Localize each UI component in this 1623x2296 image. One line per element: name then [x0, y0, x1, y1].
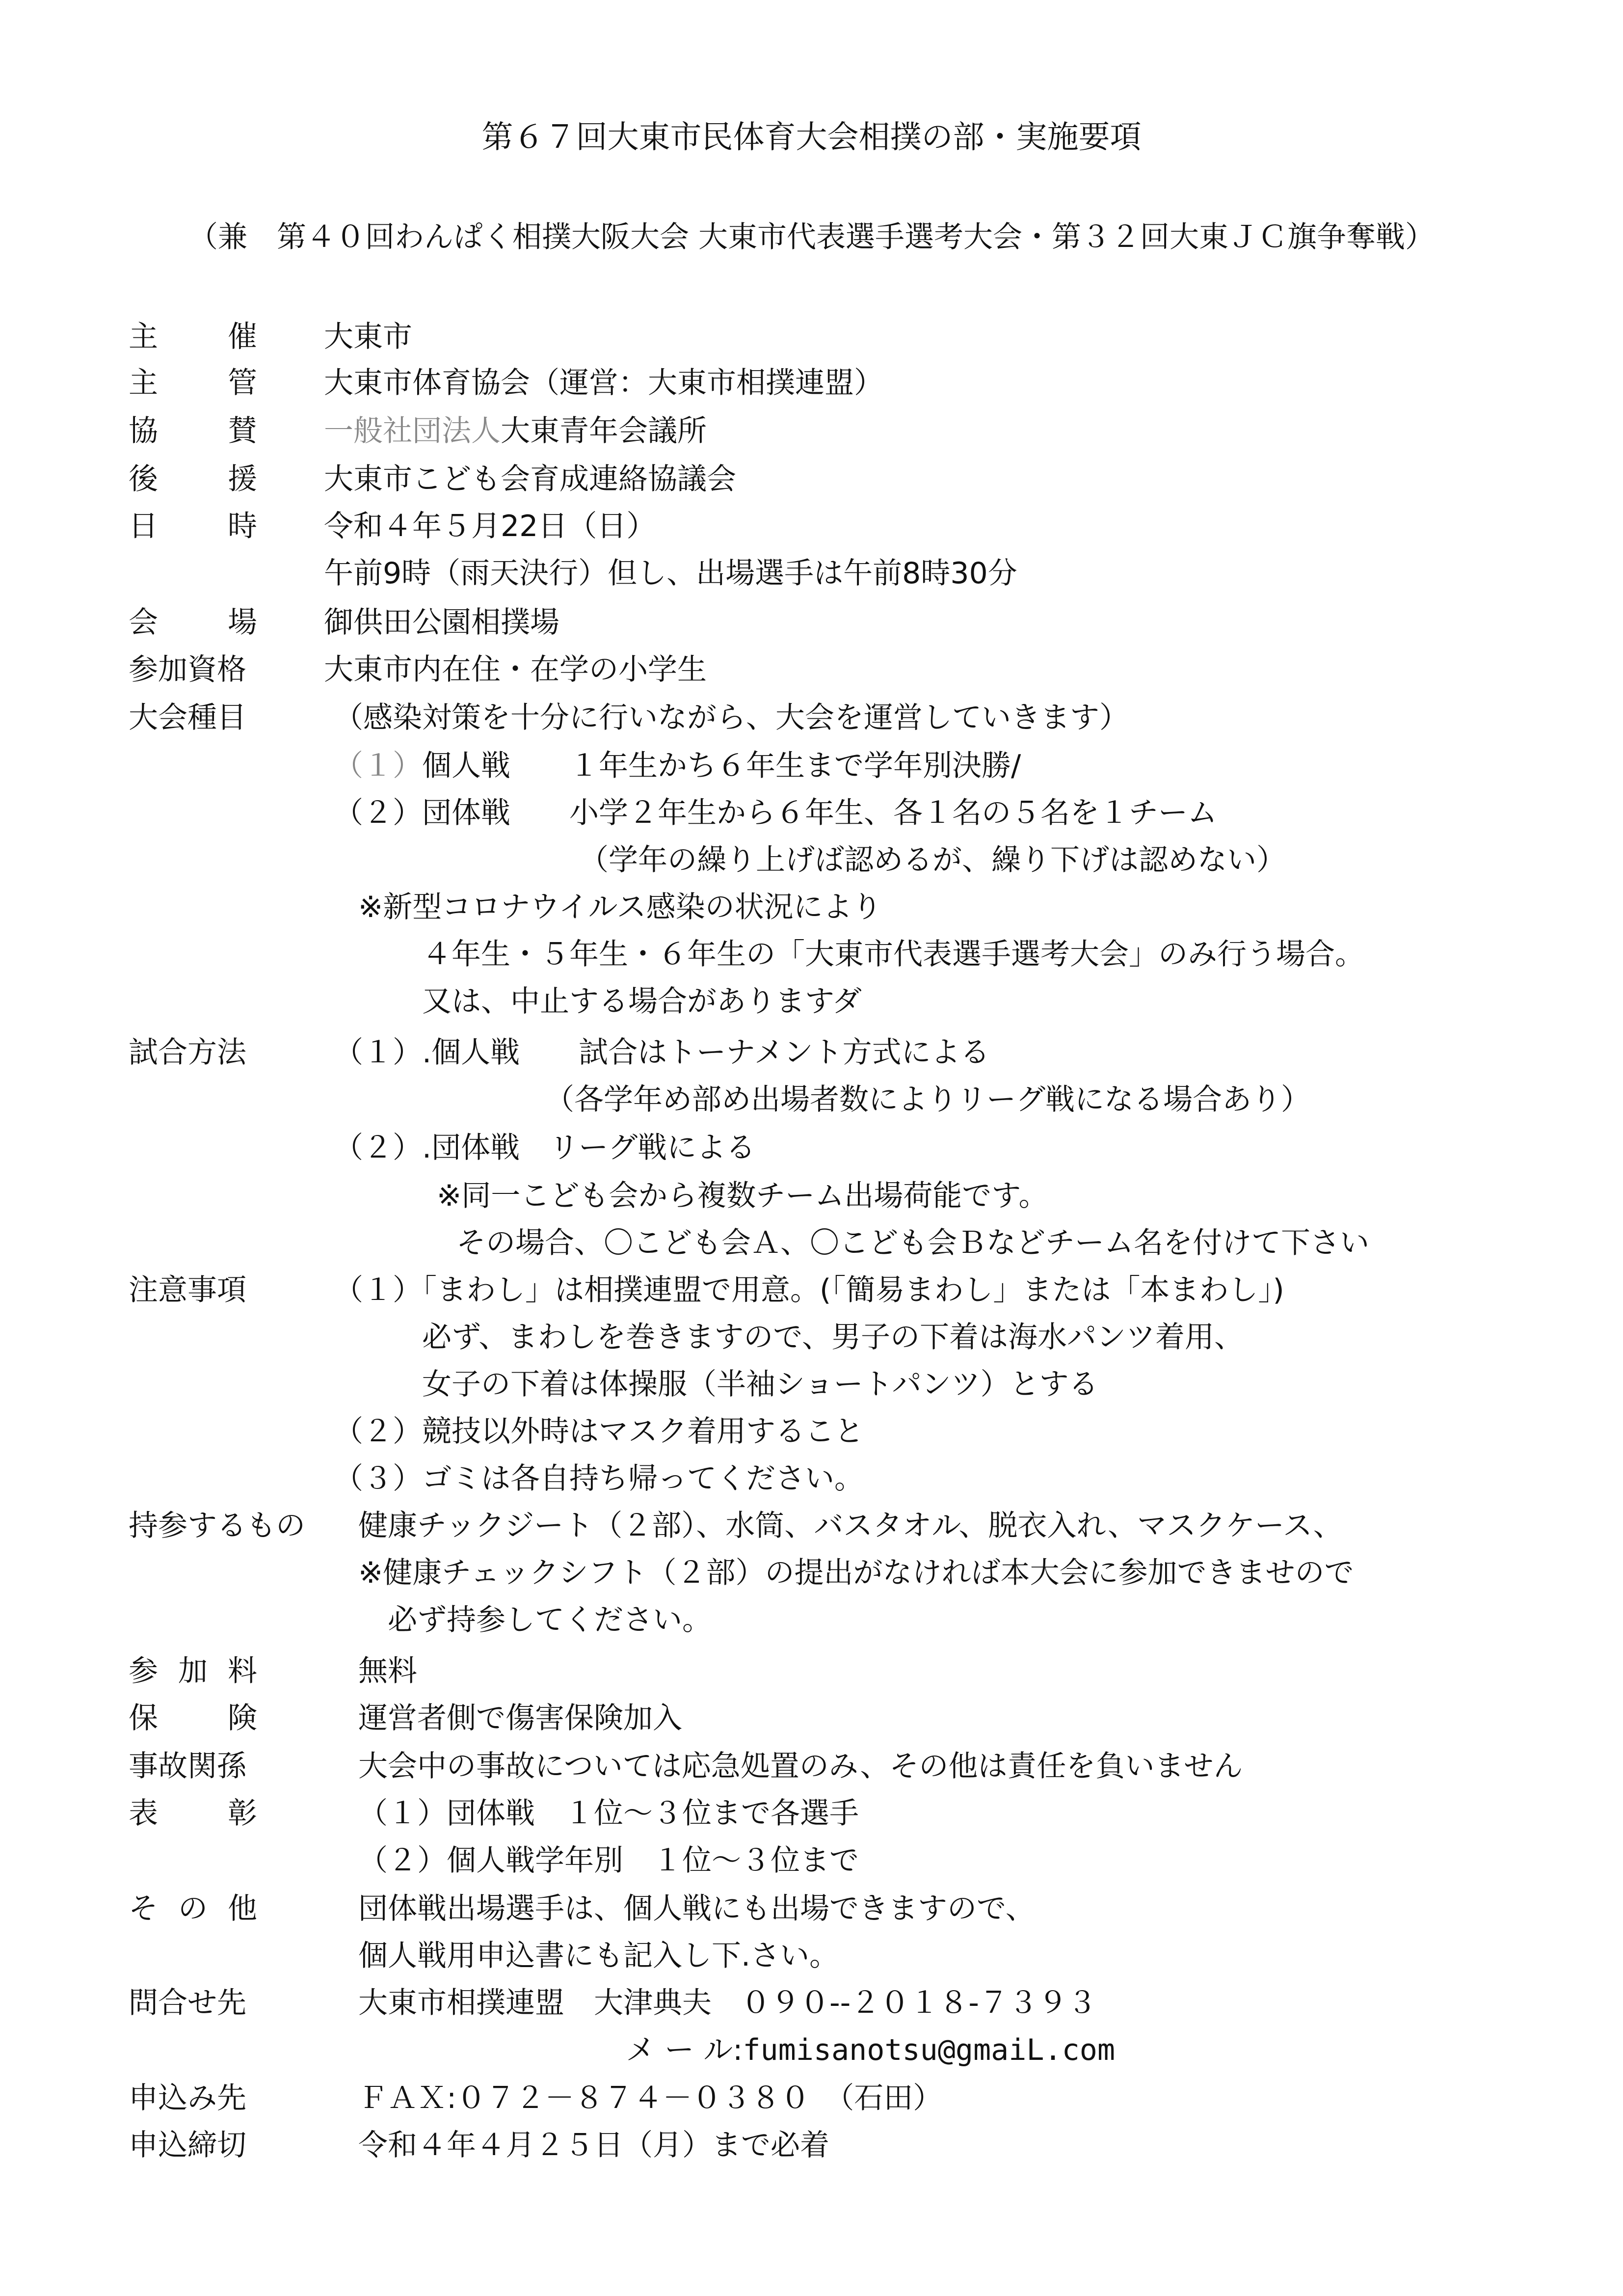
notes-item3: （３）ゴミは各自持ち帰ってください。: [334, 1461, 864, 1496]
events-covid-note-2: ４年生・５年生・６年生の「大東市代表選手選考大会」のみ行う場合。: [422, 937, 1364, 972]
support-prefix: 一般社団法人: [324, 414, 501, 448]
other-row: [0, 1885, 1623, 1932]
other-row-2: [0, 1932, 1623, 1979]
bring-note2: 必ず持参してください。: [388, 1603, 712, 1637]
datetime-row: [0, 503, 1623, 550]
deadline-value: 令和４年４月２５日（月）まで必着: [358, 2128, 829, 2162]
datetime-row-2: [0, 550, 1623, 597]
events-covid-3: [0, 978, 1623, 1025]
events-covid-note-1: ※新型コロナウイルス感染の状況により: [358, 890, 882, 924]
notes-item1: （１）「まわし」は相撲連盟で用意。(「簡易まわし」または「本まわし」): [334, 1273, 1284, 1307]
notes-item2: （２）競技以外時はマスク着用すること: [334, 1414, 864, 1449]
backing-label: 後 援: [129, 462, 257, 496]
events-label: 大会種目: [129, 701, 246, 735]
support-main: 大東青年会議所: [501, 414, 707, 448]
notes-item1-line2-row: [0, 1314, 1623, 1361]
insurance-label: 保 険: [129, 1701, 257, 1735]
awards-row-2: [0, 1837, 1623, 1884]
contact-row: [0, 1979, 1623, 2026]
events-covid-1: [0, 884, 1623, 931]
accidents-row: [0, 1743, 1623, 1790]
venue-value: 御供田公園相撲場: [324, 605, 559, 640]
contact-mail: [626, 2026, 1115, 2074]
apply-to-value: ＦＡＸ:０７２－８７４－０３８０ （石田）: [358, 2081, 943, 2115]
fee-value: 無料: [358, 1654, 417, 1688]
insurance-row: [0, 1695, 1623, 1742]
sponsor-value: 大東市: [324, 320, 412, 354]
contact-label: 問合せ先: [129, 1986, 246, 2020]
apply-to-label: 申込み先: [129, 2081, 246, 2115]
deadline-label: 申込締切: [129, 2128, 246, 2162]
events-intro: （感染対策を十分に行いながら、大会を運営していきます）: [334, 701, 1129, 735]
accidents-label: 事故関孫: [129, 1749, 246, 1783]
match-method-item2-note2: その場合、〇こども会Ａ、〇こども会Ｂなどチーム名を付けて下さい: [456, 1226, 1369, 1260]
notes-label: 注意事項: [129, 1273, 246, 1307]
match-method-item1: （１）.個人戦 試合はトーナメント方式による: [334, 1035, 990, 1070]
events-covid-note-3: 又は、中止する場合がありますダ: [422, 984, 862, 1019]
venue-label: 会 場: [129, 605, 257, 640]
match-method-item2-note2-row: [0, 1219, 1623, 1267]
events-row: [0, 694, 1623, 741]
support-value: [324, 407, 707, 455]
match-method-item1-note: （各学年め部め出場者数によりリーグ戦になる場合あり）: [545, 1082, 1310, 1117]
other-label: そ の 他: [129, 1891, 257, 1926]
eligibility-row: [0, 646, 1623, 693]
awards-value-1: （１）団体戦 １位～３位まで各選手: [358, 1796, 859, 1831]
support-row: [0, 407, 1623, 455]
fee-row: [0, 1648, 1623, 1695]
match-method-item2: （２）.団体戦 リーグ戦による: [334, 1131, 756, 1165]
venue-row: [0, 599, 1623, 646]
backing-row: [0, 456, 1623, 503]
bring-note1: ※健康チェックシフト（２部）の提出がなければ本大会に参加できませので: [358, 1556, 1354, 1590]
match-method-item2-note1: ※同一こども会から複数チーム出場荷能です。: [437, 1179, 1048, 1213]
bring-label: 持参するもの: [129, 1509, 305, 1543]
other-value-1: 団体戦出場選手は、個人戦にも出場できますので、: [358, 1891, 1035, 1926]
eligibility-value: 大東市内在住・在学の小学生: [324, 652, 707, 687]
backing-value: 大東市こども会育成連絡協議会: [324, 462, 736, 496]
document-title: 第６７回大東市民体育大会相撲の部・実施要項: [481, 119, 1142, 156]
fee-label: 参 加 料: [129, 1654, 257, 1688]
notes-item1-line2: 必ず、まわしを巻きますので、男子の下着は海水パンツ着用、: [422, 1320, 1244, 1354]
events-item2-text: （２）団体戦 小学２年生から６年生、各１名の５名を１チーム: [334, 796, 1217, 830]
management-label: 主 管: [129, 366, 257, 400]
match-method-item1-note-row: [0, 1076, 1623, 1123]
awards-value-2: （２）個人戦学年別 １位～３位まで: [358, 1843, 859, 1878]
events-item2-note: （学年の繰り上げば認めるが、繰り下げは認めない）: [579, 843, 1286, 877]
apply-to-row: [0, 2075, 1623, 2122]
bring-note1-row: [0, 1549, 1623, 1596]
sponsor-row: [0, 313, 1623, 360]
insurance-value: 運営者側で傷害保険加入: [358, 1701, 682, 1735]
events-covid-2: [0, 931, 1623, 978]
other-value-2: 個人戦用申込書にも記入し下.さい。: [358, 1939, 839, 1973]
notes-item1-line3: 女子の下着は体操服（半袖ショートパンツ）とする: [422, 1367, 1098, 1402]
match-method-item2-row: [0, 1124, 1623, 1171]
management-value: 大東市体育協会（運営：大東市相撲連盟）: [324, 366, 883, 400]
events-item-2: [0, 789, 1623, 837]
awards-row: [0, 1790, 1623, 1837]
bring-value: 健康チックジート（２部）、水筒、バスタオル、脱衣入れ、マスクケース、: [358, 1509, 1343, 1543]
deadline-row: [0, 2122, 1623, 2169]
notes-item2-row: [0, 1408, 1623, 1455]
datetime-value-2: 午前9時（雨天決行）但し、出場選手は午前8時30分: [324, 556, 1017, 591]
notes-item1-line3-row: [0, 1361, 1623, 1408]
contact-mail-address: fumisanotsu@gmaiL.com: [743, 2033, 1115, 2067]
accidents-value: 大会中の事故については応急処置のみ、その他は責任を負いません: [358, 1749, 1243, 1783]
events-item1-text: 個人戦 １年生かち６年生まで学年別決勝/: [422, 749, 1021, 783]
notes-item3-row: [0, 1455, 1623, 1502]
datetime-value-1: 令和４年５月22日（日）: [324, 509, 656, 543]
events-item1-num: （１）: [334, 749, 422, 783]
awards-label: 表 彰: [129, 1796, 257, 1831]
management-row: [0, 359, 1623, 406]
match-method-item2-note1-row: [0, 1172, 1623, 1219]
match-method-row: [0, 1029, 1623, 1076]
datetime-label: 日 時: [129, 509, 257, 543]
events-item-1: [0, 742, 1623, 789]
events-item-2-note: [0, 837, 1623, 884]
contact-mail-row: [0, 2026, 1623, 2074]
notes-row: [0, 1267, 1623, 1314]
bring-row: [0, 1502, 1623, 1549]
eligibility-label: 参加資格: [129, 652, 246, 687]
match-method-label: 試合方法: [129, 1035, 246, 1070]
support-label: 協 賛: [129, 414, 257, 448]
contact-value: 大東市相撲連盟 大津典夫 ０９０--２０１８-７３９３: [358, 1986, 1097, 2020]
contact-mail-label: メ ー ル:: [626, 2033, 743, 2067]
bring-note2-row: [0, 1596, 1623, 1644]
document-subtitle: （兼 第４０回わんぱく相撲大阪大会 大東市代表選手選考大会・第３２回大東ＪＣ旗争奪戦）: [188, 220, 1435, 254]
sponsor-label: 主 催: [129, 320, 257, 354]
